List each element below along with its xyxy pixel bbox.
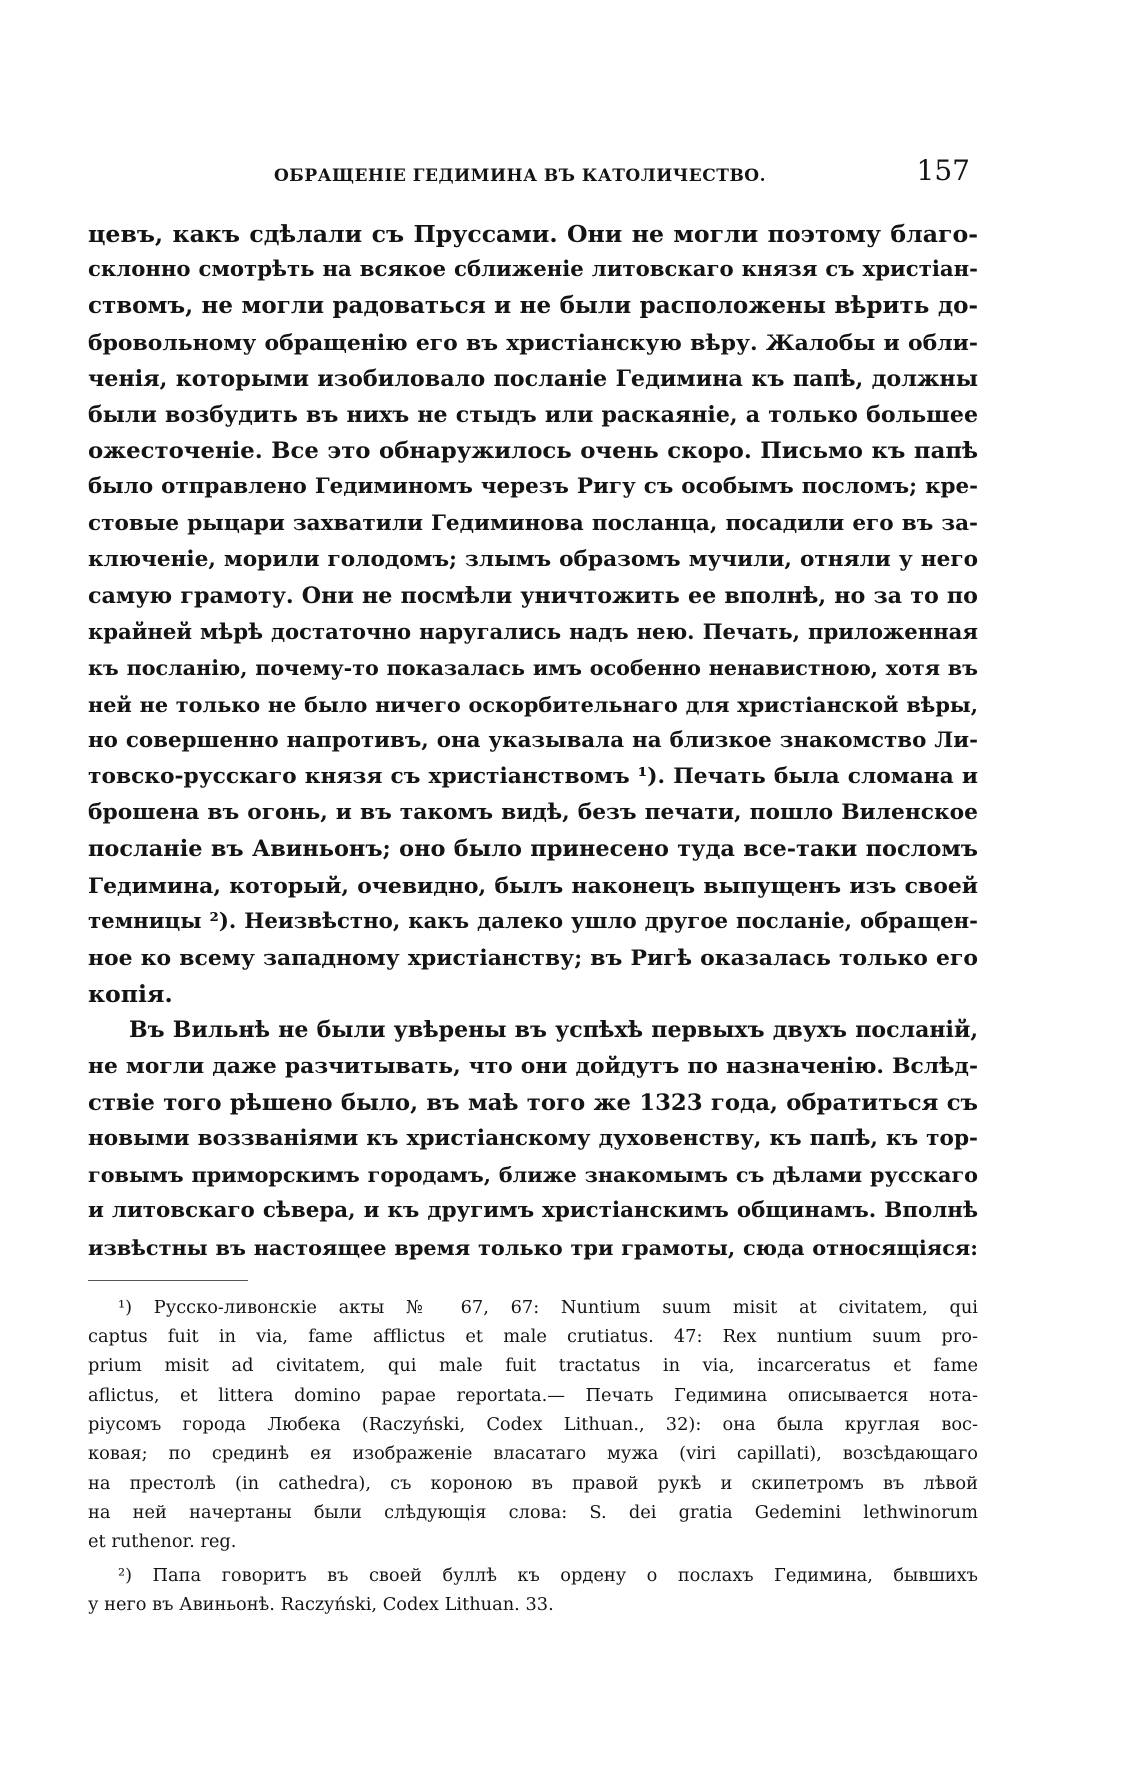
- book-page: [88, 150, 978, 1623]
- text-line: Гедимина, который, очевидно, былъ наконецъ выпущенъ изъ своей: [88, 872, 978, 899]
- footnote-line: aflictus, et littera domino papae reportata.— Печать Гедимина описывается нота-: [88, 1384, 978, 1406]
- text-line: было отправлено Гедиминомъ черезъ Ригу съ особымъ посломъ; кре-: [88, 474, 978, 500]
- text-line: стовые рыцари захватили Гедиминова посланца, посадили его въ за-: [88, 510, 978, 536]
- text-line: крайней мѣрѣ достаточно наругались надъ нею. Печать, приложенная: [88, 619, 978, 645]
- footnote-line: на престолѣ (in cathedra), съ короною въ правой рукѣ и скипетромъ въ лѣвой: [88, 1472, 978, 1494]
- footnote-line: captus fuit in via, fame afflictus et male crutiatus. 47: Rex nuntium suum pro-: [88, 1326, 978, 1348]
- page-header: [88, 150, 978, 190]
- footnote-2: [88, 1561, 978, 1620]
- text-line: но совершенно напротивъ, она указывала на близкое знакомство Ли-: [88, 727, 978, 753]
- paragraph-2: [88, 1012, 978, 1265]
- text-line: копія.: [88, 980, 173, 1009]
- footnote-1: [88, 1293, 978, 1557]
- footnote-line: у него въ Авиньонѣ. Raczyński, Codex Lithuan. 33.: [88, 1593, 554, 1615]
- footnote-line: ¹) Русско-ливонскіе акты № 67, 67: Nuntium suum misit at civitatem, qui: [118, 1296, 978, 1318]
- text-line: ное ко всему западному христіанству; въ Ригѣ оказалась только его: [88, 945, 978, 972]
- text-line: бровольному обращенію его въ христіанскую вѣру. Жалобы и обли-: [88, 329, 978, 356]
- text-line: товско-русскаго князя съ христіанствомъ ¹). Печать была сломана и: [88, 764, 978, 790]
- text-line: посланіе въ Авиньонъ; оно было принесено туда все-таки посломъ: [88, 836, 978, 863]
- body-text: [88, 216, 978, 1266]
- text-line: говымъ приморскимъ городамъ, ближе знакомымъ съ дѣлами русскаго: [88, 1163, 978, 1188]
- footnote-divider: [88, 1280, 248, 1281]
- text-line: ключеніе, морили голодомъ; злымъ образомъ мучили, отняли у него: [88, 546, 978, 572]
- text-line: ствомъ, не могли радоваться и не были расположены вѣрить до-: [88, 292, 978, 320]
- footnotes: [88, 1293, 978, 1619]
- running-title: ОБРАЩЕНІЕ ГЕДИМИНА ВЪ КАТОЛИЧЕСТВО.: [274, 166, 767, 186]
- footnote-line: ковая; по срединѣ ея изображеніе власатаго мужа (viri capillati), возсѣдающаго: [88, 1443, 978, 1465]
- text-line: и литовскаго сѣвера, и къ другимъ христіанскимъ общинамъ. Вполнѣ: [88, 1198, 978, 1224]
- text-line: ней не только не было ничего оскорбительнаго для христіанской вѣры,: [88, 691, 978, 717]
- text-line: самую грамоту. Они не посмѣли уничтожить ее вполнѣ, но за то по: [88, 583, 978, 610]
- footnote-line: на ней начертаны были слѣдующія слова: S. dei gratia Gedemini lethwinorum: [88, 1501, 978, 1523]
- text-line: темницы ²). Неизвѣстно, какъ далеко ушло другое посланіе, обращен-: [88, 908, 978, 934]
- text-line: новыми воззваніями къ христіанскому духовенству, къ папѣ, къ тор-: [88, 1126, 978, 1152]
- text-line: склонно смотрѣть на всякое сближеніе литовскаго князя съ христіан-: [88, 257, 978, 283]
- text-line: Въ Вильнѣ не были увѣрены въ успѣхѣ первыхъ двухъ посланій,: [129, 1017, 978, 1044]
- text-line: цевъ, какъ сдѣлали съ Пруссами. Они не могли поэтому благо-: [88, 220, 978, 248]
- text-line: брошена въ огонь, и въ такомъ видѣ, безъ печати, пошло Виленское: [88, 800, 978, 826]
- footnote-line: et ruthenor. reg.: [88, 1531, 237, 1553]
- text-line: ченія, которыми изобиловало посланіе Гедимина къ папѣ, должны: [88, 365, 978, 392]
- text-line: къ посланію, почему-то показалась имъ особенно ненавистною, хотя въ: [88, 656, 978, 681]
- footnote-line: ²) Папа говоритъ въ своей буллѣ къ ордену о послахъ Гедимина, бывшихъ: [118, 1564, 978, 1586]
- footnote-line: prium misit ad civitatem, qui male fuit tractatus in via, incarceratus et fame: [88, 1355, 978, 1377]
- text-line: были возбудить въ нихъ не стыдъ или раскаяніе, а только большее: [88, 402, 978, 429]
- paragraph-1: [88, 216, 978, 1012]
- text-line: не могли даже разчитывать, что они дойдутъ по назначенію. Вслѣд-: [88, 1053, 978, 1079]
- page-number: 157: [916, 154, 970, 187]
- footnote-line: ріусомъ города Любека (Raczyński, Codex Lithuan., 32): она была круглая вос-: [88, 1414, 978, 1436]
- text-line: ожесточеніе. Все это обнаружилось очень скоро. Письмо къ папѣ: [88, 438, 978, 465]
- text-line: ствіе того рѣшено было, въ маѣ того же 1323 года, обратиться съ: [88, 1089, 978, 1116]
- text-line: извѣстны въ настоящее время только три грамоты, сюда относящіяся:: [88, 1234, 978, 1260]
